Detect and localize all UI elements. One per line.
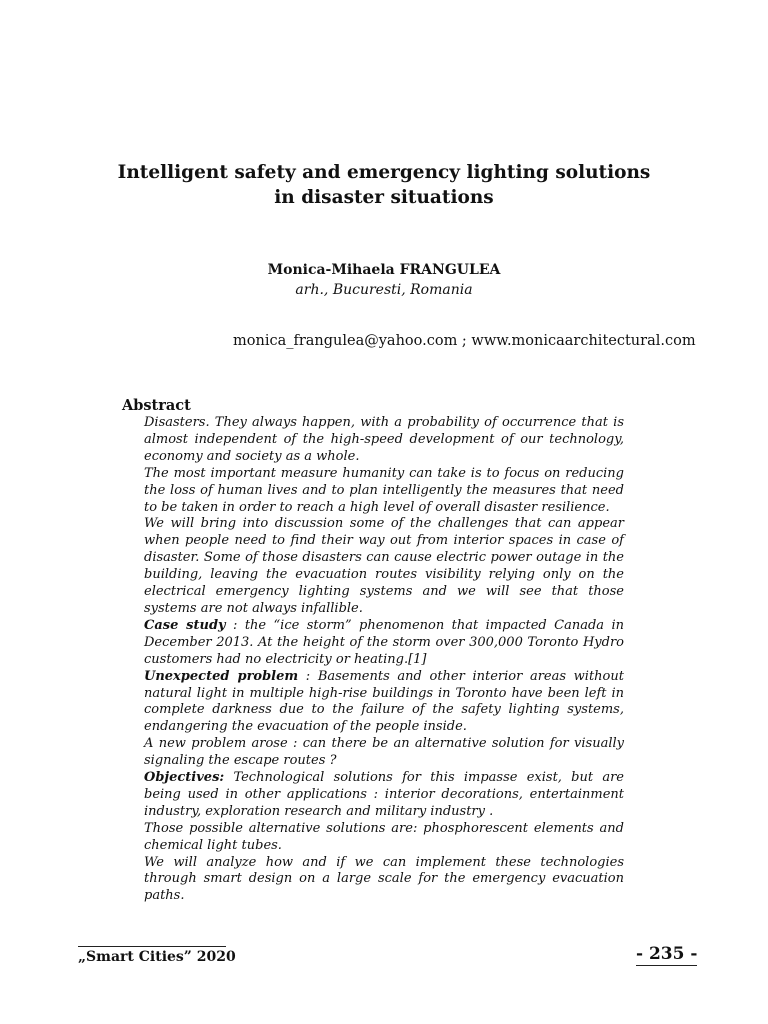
abstract-paragraph — [144, 669, 624, 737]
unexpected-problem-label: Unexpected problem — [144, 668, 299, 684]
paper-title-line-2: in disaster situations — [274, 187, 494, 208]
abstract-heading: Abstract — [122, 397, 191, 414]
abstract-paragraph: The most important measure humanity can take is to focus on reducing the loss of human lives and to plan intelligently the measures that need to be taken in order to reach a high level of overall disaster resilience. — [144, 465, 624, 515]
unexpected-problem-text: : Basements and other interior areas without natural light in multiple high-rise buildings in Toronto have been left in complete darkness due to the failure of the safety lighting systems, endangering the evacuation of the people inside. — [144, 668, 624, 735]
paper-title — [0, 160, 768, 210]
page-number: - 235 - — [636, 944, 698, 964]
case-study-label: Case study — [144, 617, 226, 633]
case-study-text: : the “ice storm” phenomenon that impacted Canada in December 2013. At the height of the storm over 300,000 Toronto Hydro customers had no electricity or heating.[1] — [144, 617, 624, 667]
abstract-paragraph — [144, 618, 624, 669]
author-name: Monica-Mihaela FRANGULEA — [267, 262, 501, 278]
abstract-paragraph: We will analyze how and if we can implement these technologies through smart design on a large scale for the emergency evacuation paths. — [144, 854, 624, 904]
author-contact: monica_frangulea@yahoo.com ; www.monicaarchitectural.com — [233, 333, 696, 349]
author-affiliation: arh., Bucuresti, Romania — [295, 282, 473, 298]
abstract-body — [144, 415, 624, 905]
objectives-text: Technological solutions for this impasse exist, but are being used in other applications : interior decorations, entertainment industry, exploration research and military industry . — [144, 770, 624, 819]
abstract-paragraph: A new problem arose : can there be an alternative solution for visually signaling the escape routes ? — [144, 736, 624, 769]
objectives-label: Objectives: — [144, 770, 225, 786]
abstract-paragraph — [144, 770, 624, 821]
abstract-paragraph: We will bring into discussion some of the challenges that can appear when people need to find their way out from interior spaces in case of disaster. Some of those disasters can cause electric power outage in the building, leaving the evacuation routes visibility relying only on the electrical emergency lighting systems and we will see that those systems are not always infallible. — [144, 516, 624, 616]
footer-journal: „Smart Cities” 2020 — [78, 949, 236, 965]
abstract-paragraph: Disasters. They always happen, with a probability of occurrence that is almost independent of the high-speed development of our technology, economy and society as a whole. — [144, 415, 624, 464]
footer-divider — [78, 946, 226, 947]
paper-title-line-1: Intelligent safety and emergency lighting solutions — [117, 162, 651, 183]
abstract-paragraph: Those possible alternative solutions are: phosphorescent elements and chemical light tubes. — [144, 820, 624, 853]
